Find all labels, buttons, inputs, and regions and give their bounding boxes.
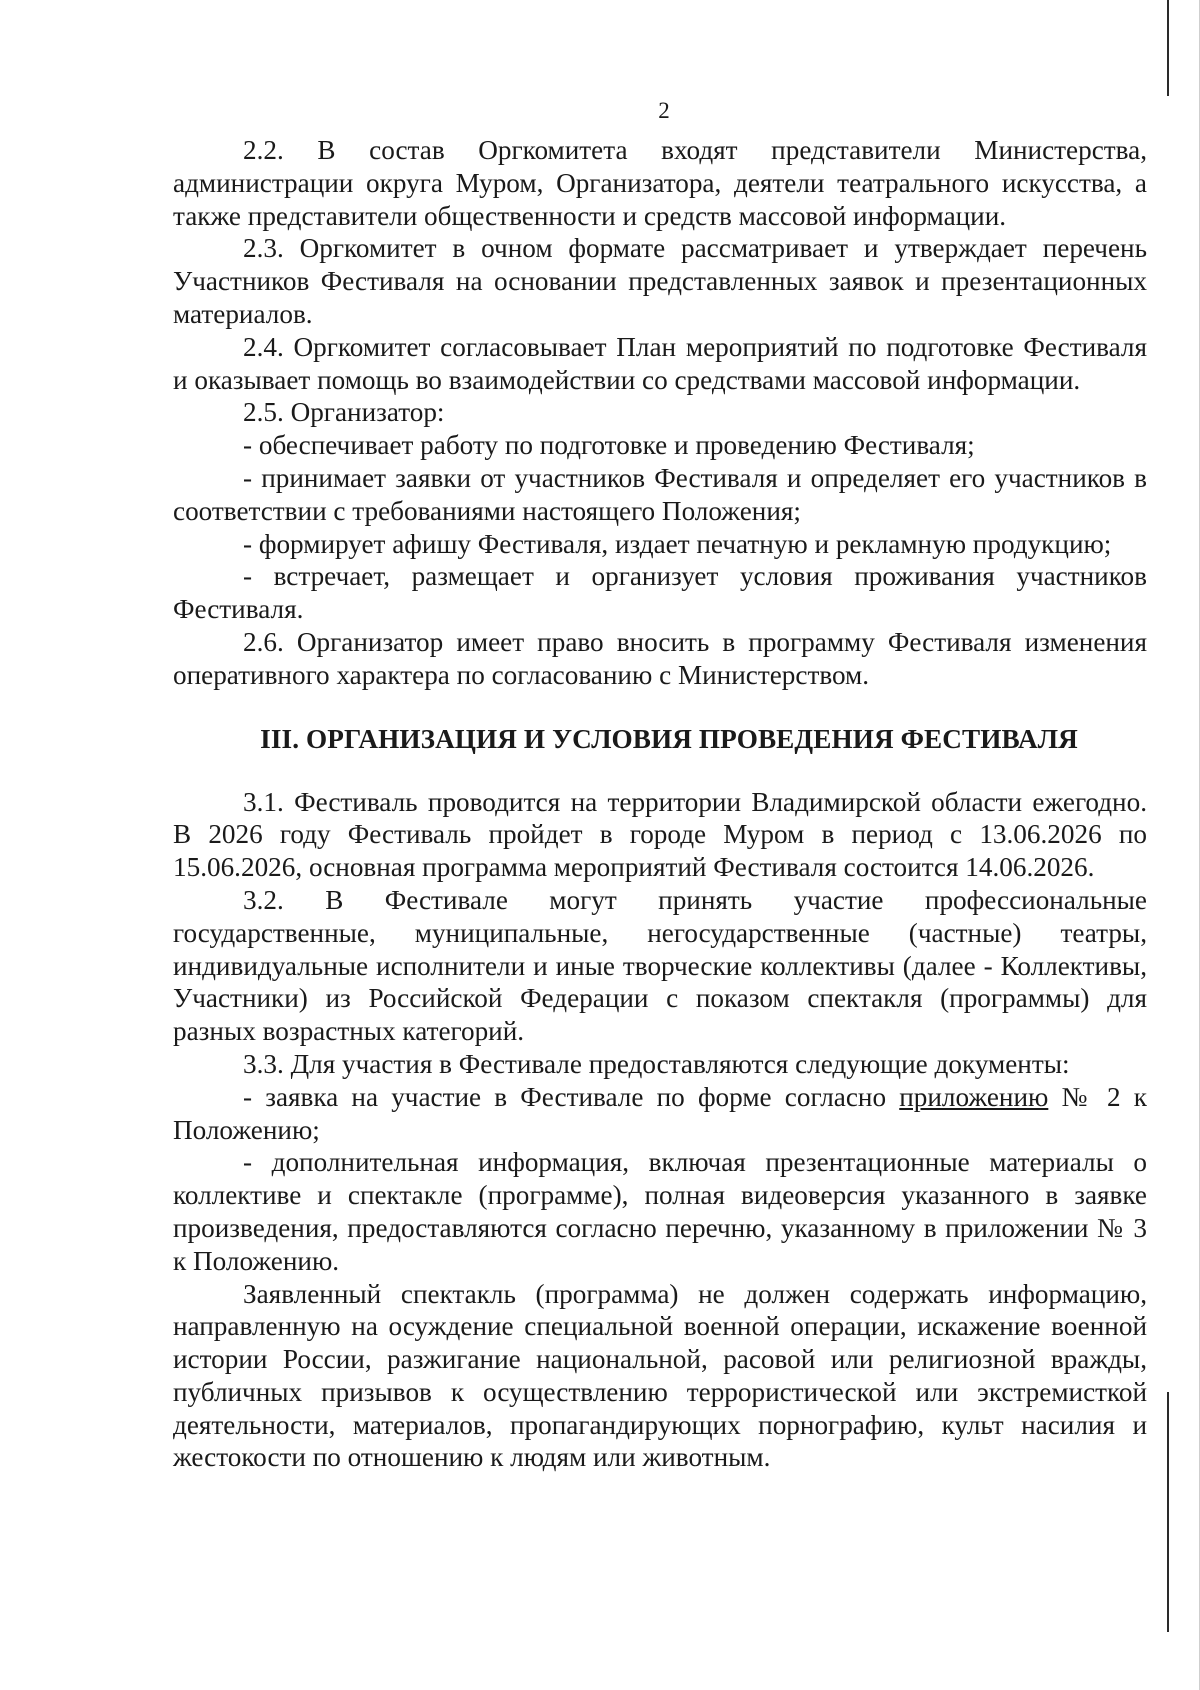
clause-2-5: 2.5. Организатор: — [243, 397, 445, 428]
clause-3-3: 3.3. Для участия в Фестивале предоставляются следующие документы: — [243, 1048, 1070, 1079]
application-text-after: № 2 к Положению; — [173, 1081, 1147, 1145]
clause-2-3: 2.3. Оргкомитет в очном формате рассматривает и утверждает перечень Участников Фестиваля на основании представленных заявок и презентационных материалов. — [173, 233, 1147, 329]
organizer-duty-2: - принимает заявки от участников Фестиваля и определяет его участников в соответствии с требованиями настоящего Положения; — [173, 462, 1147, 526]
organizer-duty-4: - встречает, размещает и организует условия проживания участников Фестиваля. — [173, 561, 1147, 625]
section-3-heading: III. ОРГАНИЗАЦИЯ И УСЛОВИЯ ПРОВЕДЕНИЯ ФЕСТИВАЛЯ — [260, 723, 1078, 754]
document-page — [173, 96, 1147, 1474]
page-number: 2 — [658, 98, 670, 123]
organizer-duty-1: - обеспечивает работу по подготовке и проведению Фестиваля; — [243, 430, 975, 461]
clause-2-4: 2.4. Оргкомитет согласовывает План мероприятий по подготовке Фестиваля и оказывает помощь во взаимодействии со средствами массовой информации. — [173, 331, 1147, 395]
section-2-continued — [173, 134, 1147, 692]
scan-margin-mark-bottom — [1167, 1392, 1169, 1632]
organizer-duty-3: - формирует афишу Фестиваля, издает печатную и рекламную продукцию; — [243, 528, 1112, 559]
scan-margin-mark-top — [1167, 0, 1169, 96]
content-restrictions: Заявленный спектакль (программа) не должен содержать информацию, направленную на осуждение специальной военной операции, искажение военной истории России, разжигание национальной, расовой или религиозной вражды, публичных призывов к осуществлению террористической или экстремисткой деятельности, материалов, пропагандирующих порнографию, культ насилия и жестокости по отношению к людям или животным. — [173, 1278, 1147, 1473]
clause-3-2: 3.2. В Фестивале могут принять участие профессиональные государственные, муниципальные, негосударственные (частные) театры, индивидуальные исполнители и иные творческие коллективы (далее - Коллективы, Участники) из Российской Федерации с показом спектакля (программы) для разных возрастных категорий. — [173, 884, 1147, 1047]
clause-3-1: 3.1. Фестиваль проводится на территории Владимирской области ежегодно. В 2026 году Фестиваль пройдет в городе Муром в период с 13.06.2026 по 15.06.2026, основная программа мероприятий Фестиваля состоится 14.06.2026. — [173, 786, 1147, 883]
appendix-2-link[interactable]: приложению — [899, 1081, 1049, 1112]
document-item-additional: - дополнительная информация, включая презентационные материалы о коллективе и спектакле (программе), полная видеоверсия указанного в заявке произведения, предоставляются согласно перечню, указанному в приложении № 3 к Положению. — [173, 1147, 1147, 1276]
application-text-before: - заявка на участие в Фестивале по форме согласно — [243, 1081, 900, 1112]
clause-2-2: 2.2. В состав Оргкомитета входят представители Министерства, администрации округа Муром, Организатора, деятели театрального искусства, а также представители общественности и средств массовой информации. — [173, 135, 1147, 231]
clause-2-6: 2.6. Организатор имеет право вносить в программу Фестиваля изменения оперативного характера по согласованию с Министерством. — [173, 626, 1147, 690]
document-item-application — [173, 1081, 1147, 1147]
section-3 — [173, 786, 1147, 1475]
